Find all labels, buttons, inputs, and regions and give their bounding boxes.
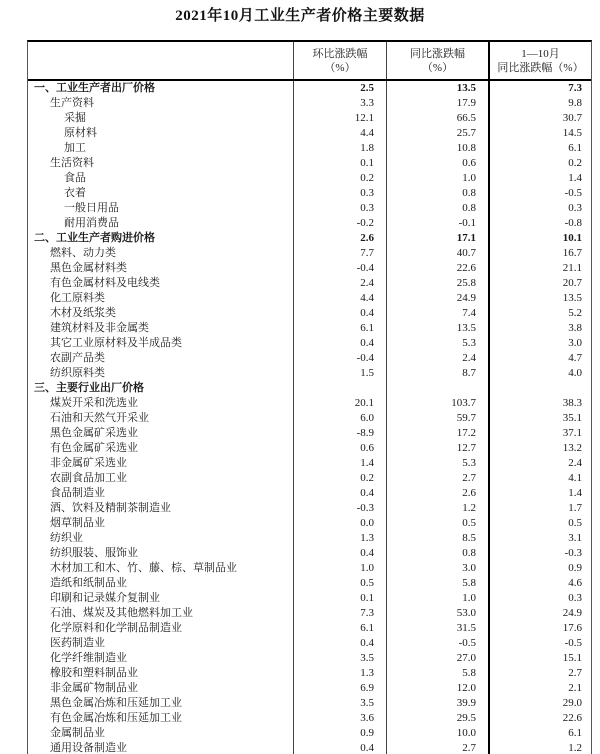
row-value: 5.3	[386, 456, 488, 471]
row-value: 7.4	[386, 306, 488, 321]
row-value: 1.0	[386, 171, 488, 186]
row-label: 有色金属矿采选业	[50, 442, 138, 454]
row-value: 6.1	[293, 621, 386, 636]
row-value: 4.4	[293, 126, 386, 141]
table-row	[28, 531, 591, 546]
row-value: -0.3	[488, 546, 591, 561]
table-row	[28, 276, 591, 291]
row-value: 0.3	[488, 201, 591, 216]
row-value: 66.5	[386, 111, 488, 126]
row-value	[386, 381, 488, 396]
row-value: 0.6	[293, 441, 386, 456]
row-label: 食品制造业	[50, 487, 105, 499]
row-value: 17.9	[386, 96, 488, 111]
row-value: 9.8	[488, 96, 591, 111]
row-value: 20.1	[293, 396, 386, 411]
row-value: 6.9	[293, 681, 386, 696]
table-row	[28, 141, 591, 156]
row-value: 13.2	[488, 441, 591, 456]
row-label: 纺织服装、服饰业	[50, 547, 138, 559]
table-row	[28, 741, 591, 754]
row-value	[488, 381, 591, 396]
row-value: 1.8	[293, 141, 386, 156]
row-value: 6.1	[488, 141, 591, 156]
row-value: 5.8	[386, 666, 488, 681]
row-label: 造纸和纸制品业	[50, 577, 127, 589]
row-label: 印刷和记录媒介复制业	[50, 592, 160, 604]
row-label: 化工原料类	[50, 292, 105, 304]
row-value: 0.3	[488, 591, 591, 606]
row-value	[293, 381, 386, 396]
table-row	[28, 471, 591, 486]
row-value: 2.4	[488, 456, 591, 471]
row-value: 24.9	[386, 291, 488, 306]
row-label: 三、主要行业出厂价格	[34, 382, 144, 394]
header-mom-change	[293, 42, 386, 79]
row-label: 一般日用品	[64, 202, 119, 214]
row-value: 59.7	[386, 411, 488, 426]
row-label: 酒、饮料及精制茶制造业	[50, 502, 171, 514]
row-value: 1.0	[386, 591, 488, 606]
row-label: 金属制品业	[50, 727, 105, 739]
table-row	[28, 576, 591, 591]
row-value: 0.2	[293, 171, 386, 186]
row-value: 4.0	[488, 366, 591, 381]
row-value: 17.6	[488, 621, 591, 636]
table-row	[28, 501, 591, 516]
row-value: 2.4	[293, 276, 386, 291]
row-label: 石油和天然气开采业	[50, 412, 149, 424]
row-value: 22.6	[386, 261, 488, 276]
row-value: 2.7	[386, 471, 488, 486]
row-value: 7.3	[293, 606, 386, 621]
row-label: 非金属矿物制品业	[50, 682, 138, 694]
table-row	[28, 396, 591, 411]
row-value: 2.5	[293, 81, 386, 96]
row-value: 27.0	[386, 651, 488, 666]
row-value: 1.5	[293, 366, 386, 381]
table-row	[28, 246, 591, 261]
row-value: 0.2	[488, 156, 591, 171]
table-row	[28, 261, 591, 276]
page-title: 2021年10月工业生产者价格主要数据	[175, 8, 425, 24]
row-value: 0.5	[488, 516, 591, 531]
table-row	[28, 111, 591, 126]
row-label: 耐用消费品	[64, 217, 119, 229]
row-value: 0.9	[488, 561, 591, 576]
row-value: 17.1	[386, 231, 488, 246]
row-value: 0.5	[293, 576, 386, 591]
row-value: 0.1	[293, 156, 386, 171]
table-header-row	[28, 42, 591, 81]
table-row	[28, 426, 591, 441]
row-value: 35.1	[488, 411, 591, 426]
row-label: 有色金属材料及电线类	[50, 277, 160, 289]
row-value: 4.1	[488, 471, 591, 486]
row-label: 采掘	[64, 112, 86, 124]
row-value: 6.0	[293, 411, 386, 426]
row-value: 0.2	[293, 471, 386, 486]
row-value: 2.6	[386, 486, 488, 501]
row-value: 1.2	[386, 501, 488, 516]
row-label: 石油、煤炭及其他燃料加工业	[50, 607, 193, 619]
row-value: 38.3	[488, 396, 591, 411]
row-value: 22.6	[488, 711, 591, 726]
row-value: 5.8	[386, 576, 488, 591]
table-row	[28, 711, 591, 726]
row-value: 6.1	[293, 321, 386, 336]
row-value: 3.8	[488, 321, 591, 336]
row-value: 53.0	[386, 606, 488, 621]
table-row	[28, 231, 591, 246]
row-value: -0.5	[386, 636, 488, 651]
row-value: 13.5	[386, 81, 488, 96]
table-row	[28, 591, 591, 606]
row-label: 其它工业原材料及半成品类	[50, 337, 182, 349]
row-label: 一、工业生产者出厂价格	[34, 82, 155, 94]
row-value: 12.7	[386, 441, 488, 456]
row-value: 0.4	[293, 636, 386, 651]
row-label: 建筑材料及非金属类	[50, 322, 149, 334]
row-label: 农副食品加工业	[50, 472, 127, 484]
header-mom-line2: （%）	[324, 61, 356, 74]
header-yoy-line2: （%）	[421, 61, 454, 74]
row-value: 5.3	[386, 336, 488, 351]
row-value: 0.8	[386, 546, 488, 561]
table-row	[28, 456, 591, 471]
table-row	[28, 486, 591, 501]
row-value: 1.4	[488, 171, 591, 186]
row-value: 25.8	[386, 276, 488, 291]
table-row	[28, 681, 591, 696]
row-value: 21.1	[488, 261, 591, 276]
table-row	[28, 201, 591, 216]
row-value: -0.5	[488, 186, 591, 201]
table-row	[28, 441, 591, 456]
row-label: 有色金属冶炼和压延加工业	[50, 712, 182, 724]
row-value: -0.2	[293, 216, 386, 231]
row-value: 3.5	[293, 651, 386, 666]
row-value: -8.9	[293, 426, 386, 441]
row-label: 橡胶和塑料制品业	[50, 667, 138, 679]
row-label: 医药制造业	[50, 637, 105, 649]
row-value: 0.8	[386, 201, 488, 216]
row-value: -0.4	[293, 351, 386, 366]
row-value: 1.0	[293, 561, 386, 576]
row-label: 烟草制品业	[50, 517, 105, 529]
row-value: 8.7	[386, 366, 488, 381]
row-label: 生活资料	[50, 157, 94, 169]
row-value: 3.0	[488, 336, 591, 351]
row-value: 0.5	[386, 516, 488, 531]
row-value: 0.6	[386, 156, 488, 171]
row-value: 3.3	[293, 96, 386, 111]
row-label: 二、工业生产者购进价格	[34, 232, 155, 244]
header-ytd-line2: 同比涨跌幅（%）	[497, 61, 584, 74]
table-row	[28, 126, 591, 141]
table-row	[28, 366, 591, 381]
row-label: 化学原料和化学制品制造业	[50, 622, 182, 634]
row-value: 20.7	[488, 276, 591, 291]
row-label: 煤炭开采和洗选业	[50, 397, 138, 409]
row-value: 0.4	[293, 741, 386, 754]
table-row	[28, 636, 591, 651]
row-value: 17.2	[386, 426, 488, 441]
row-value: 3.6	[293, 711, 386, 726]
header-ytd-change	[488, 42, 591, 79]
row-value: 0.3	[293, 186, 386, 201]
row-value: 103.7	[386, 396, 488, 411]
row-label: 食品	[64, 172, 86, 184]
table-row	[28, 606, 591, 621]
row-label: 农副产品类	[50, 352, 105, 364]
table-body	[28, 81, 591, 754]
row-value: 4.4	[293, 291, 386, 306]
table-row	[28, 561, 591, 576]
row-value: 13.5	[488, 291, 591, 306]
header-empty-cell	[28, 42, 293, 79]
table-row	[28, 291, 591, 306]
row-label: 非金属矿采选业	[50, 457, 127, 469]
row-value: 1.3	[293, 531, 386, 546]
row-value: 4.7	[488, 351, 591, 366]
row-value: 0.4	[293, 486, 386, 501]
row-label: 化学纤维制造业	[50, 652, 127, 664]
row-value: 10.8	[386, 141, 488, 156]
table-row	[28, 216, 591, 231]
table-row	[28, 171, 591, 186]
row-value: -0.3	[293, 501, 386, 516]
row-value: 12.1	[293, 111, 386, 126]
row-value: 0.4	[293, 546, 386, 561]
row-value: 31.5	[386, 621, 488, 636]
row-value: 29.5	[386, 711, 488, 726]
row-label: 黑色金属矿采选业	[50, 427, 138, 439]
row-value: -0.1	[386, 216, 488, 231]
row-label: 生产资料	[50, 97, 94, 109]
row-value: 10.0	[386, 726, 488, 741]
row-value: 14.5	[488, 126, 591, 141]
table-row	[28, 156, 591, 171]
row-label: 原材料	[64, 127, 97, 139]
header-yoy-change	[386, 42, 488, 79]
row-value: 16.7	[488, 246, 591, 261]
table-row	[28, 516, 591, 531]
row-value: 0.1	[293, 591, 386, 606]
row-value: 1.7	[488, 501, 591, 516]
row-label: 纺织原料类	[50, 367, 105, 379]
row-value: 2.4	[386, 351, 488, 366]
row-value: 6.1	[488, 726, 591, 741]
row-value: -0.4	[293, 261, 386, 276]
row-value: 40.7	[386, 246, 488, 261]
row-value: 10.1	[488, 231, 591, 246]
table-row	[28, 651, 591, 666]
table-row	[28, 351, 591, 366]
table-row	[28, 81, 591, 96]
row-label: 通用设备制造业	[50, 742, 127, 754]
header-mom-line1: 环比涨跌幅	[312, 47, 368, 60]
row-value: 0.8	[386, 186, 488, 201]
row-value: 7.7	[293, 246, 386, 261]
row-value: 1.4	[293, 456, 386, 471]
row-value: 4.6	[488, 576, 591, 591]
row-label: 纺织业	[50, 532, 83, 544]
table-row	[28, 726, 591, 741]
table-row	[28, 381, 591, 396]
row-value: 24.9	[488, 606, 591, 621]
row-value: 7.3	[488, 81, 591, 96]
row-label: 黑色金属材料类	[50, 262, 127, 274]
row-value: 15.1	[488, 651, 591, 666]
row-value: 0.9	[293, 726, 386, 741]
row-value: 3.0	[386, 561, 488, 576]
row-value: 3.5	[293, 696, 386, 711]
table-row	[28, 621, 591, 636]
row-value: 2.6	[293, 231, 386, 246]
row-label: 衣着	[64, 187, 86, 199]
table-row	[28, 306, 591, 321]
table-row	[28, 696, 591, 711]
row-value: 2.1	[488, 681, 591, 696]
row-value: 0.0	[293, 516, 386, 531]
table-row	[28, 321, 591, 336]
table-row	[28, 336, 591, 351]
row-label: 加工	[64, 142, 86, 154]
row-value: 2.7	[386, 741, 488, 754]
row-value: 0.3	[293, 201, 386, 216]
row-value: 3.1	[488, 531, 591, 546]
row-label: 黑色金属冶炼和压延加工业	[50, 697, 182, 709]
row-value: 29.0	[488, 696, 591, 711]
row-value: -0.8	[488, 216, 591, 231]
row-value: 12.0	[386, 681, 488, 696]
row-value: 8.5	[386, 531, 488, 546]
header-yoy-line1: 同比涨跌幅	[410, 47, 465, 60]
row-value: 0.4	[293, 336, 386, 351]
row-value: 1.2	[488, 741, 591, 754]
price-data-table	[27, 40, 592, 754]
table-row	[28, 411, 591, 426]
table-row	[28, 96, 591, 111]
row-value: 5.2	[488, 306, 591, 321]
row-value: 30.7	[488, 111, 591, 126]
row-value: 0.4	[293, 306, 386, 321]
table-row	[28, 666, 591, 681]
row-value: 2.7	[488, 666, 591, 681]
row-value: 37.1	[488, 426, 591, 441]
row-value: 1.3	[293, 666, 386, 681]
row-label: 燃料、动力类	[50, 247, 116, 259]
row-value: 13.5	[386, 321, 488, 336]
header-ytd-line1: 1—10月	[521, 47, 560, 60]
row-value: 25.7	[386, 126, 488, 141]
row-value: 1.4	[488, 486, 591, 501]
row-value: -0.5	[488, 636, 591, 651]
row-label: 木材及纸浆类	[50, 307, 116, 319]
row-value: 39.9	[386, 696, 488, 711]
row-label: 木材加工和木、竹、藤、棕、草制品业	[50, 562, 237, 574]
table-row	[28, 546, 591, 561]
table-row	[28, 186, 591, 201]
